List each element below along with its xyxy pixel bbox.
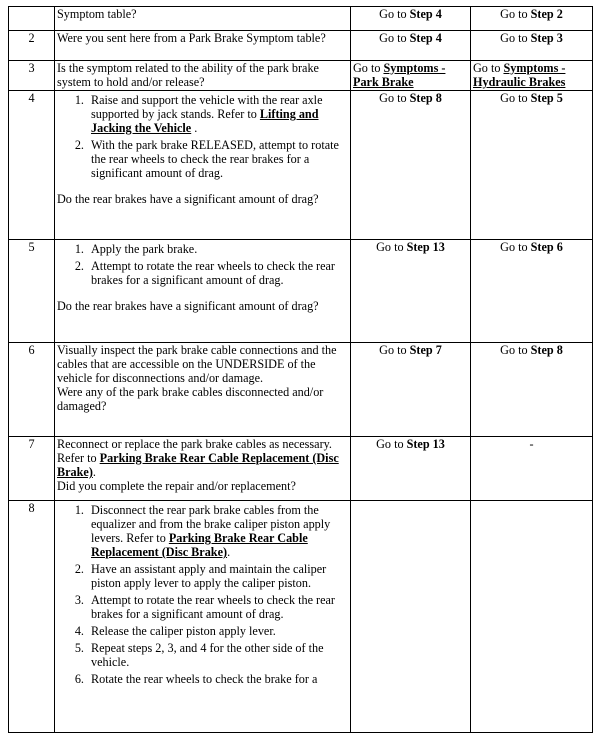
- list-item-text: Apply the park brake.: [91, 242, 198, 256]
- step-number: 2: [9, 31, 55, 61]
- action-text: Were you sent here from a Park Brake Symptom table?: [57, 31, 326, 45]
- step-action: [55, 61, 351, 91]
- no-prefix: Go to: [500, 91, 531, 105]
- step-question: Do the rear brakes have a significant amount of drag?: [57, 299, 319, 313]
- yes-prefix: Go to: [376, 437, 407, 451]
- table-row: [9, 61, 593, 91]
- list-item: [87, 672, 348, 686]
- list-item: [87, 242, 348, 256]
- yes-prefix: Go to: [376, 240, 407, 254]
- list-item-text: Repeat steps 2, 3, and 4 for the other side of the vehicle.: [91, 641, 324, 669]
- yes-step-link[interactable]: Step 13: [406, 437, 445, 451]
- step-action: [55, 437, 351, 501]
- list-item: [87, 641, 348, 669]
- table-row: [9, 343, 593, 437]
- no-step-link[interactable]: Step 5: [530, 91, 563, 105]
- no-cell: [471, 7, 593, 31]
- yes-cell: [351, 7, 471, 31]
- no-prefix: Go to: [473, 61, 504, 75]
- yes-cell: [351, 61, 471, 91]
- instruction-text: Reconnect or replace the park brake cables as necessary. Refer to: [57, 437, 332, 465]
- instruction-suffix: .: [92, 465, 96, 479]
- no-prefix: Go to: [500, 343, 531, 357]
- no-step-link[interactable]: Step 8: [530, 343, 563, 357]
- step-number: 6: [9, 343, 55, 437]
- step-number: 7: [9, 437, 55, 501]
- list-item: [87, 138, 348, 180]
- list-item-suffix: .: [191, 121, 198, 135]
- step-number: 8: [9, 501, 55, 733]
- step-question: Were any of the park brake cables disconnected and/or damaged?: [57, 385, 324, 413]
- parking-brake-cable-replacement-link[interactable]: Parking Brake Rear Cable Replacement (Disc Brake): [57, 451, 339, 479]
- table-row: [9, 7, 593, 31]
- no-cell: [471, 91, 593, 240]
- yes-step-link[interactable]: Step 8: [409, 91, 442, 105]
- yes-cell: [351, 343, 471, 437]
- action-text: Is the symptom related to the ability of the park brake system to hold and/or release?: [57, 61, 319, 89]
- list-item: [87, 593, 348, 621]
- lifting-jacking-link[interactable]: Lifting and Jacking the Vehicle: [91, 107, 319, 135]
- list-item: [87, 93, 348, 135]
- step-action: [55, 240, 351, 343]
- diagnostic-table: [8, 6, 593, 733]
- list-item-suffix: .: [227, 545, 231, 559]
- step-number: [9, 7, 55, 31]
- list-item: [87, 562, 348, 590]
- no-cell: -: [471, 437, 593, 501]
- yes-prefix: Go to: [379, 7, 410, 21]
- list-item: [87, 503, 348, 559]
- procedure-list: [57, 503, 348, 686]
- action-text: Symptom table?: [57, 7, 137, 21]
- yes-cell: [351, 31, 471, 61]
- list-item-text: Disconnect the rear park brake cables from the equalizer and from the brake caliper piston apply levers. Refer to: [91, 503, 331, 545]
- list-item-text: Attempt to rotate the rear wheels to check the rear brakes for a significant amount of drag.: [91, 259, 335, 287]
- procedure-list: [57, 93, 348, 180]
- step-action: [55, 31, 351, 61]
- no-prefix: Go to: [500, 31, 531, 45]
- step-action: [55, 91, 351, 240]
- list-item: [87, 259, 348, 287]
- table-row: [9, 240, 593, 343]
- no-cell: [471, 61, 593, 91]
- step-action: [55, 343, 351, 437]
- list-item-text: Have an assistant apply and maintain the caliper piston apply lever to apply the caliper piston.: [91, 562, 327, 590]
- no-step-link[interactable]: Step 2: [530, 7, 563, 21]
- no-prefix: Go to: [500, 240, 531, 254]
- table-row: [9, 91, 593, 240]
- no-cell: [471, 240, 593, 343]
- step-number: 4: [9, 91, 55, 240]
- yes-prefix: Go to: [379, 31, 410, 45]
- yes-cell: [351, 437, 471, 501]
- yes-step-link[interactable]: Step 4: [409, 7, 442, 21]
- yes-cell: [351, 91, 471, 240]
- list-item-text: Release the caliper piston apply lever.: [91, 624, 276, 638]
- symptoms-park-brake-link[interactable]: Symptoms - Park Brake: [353, 61, 446, 89]
- step-number: 3: [9, 61, 55, 91]
- list-item-text: Raise and support the vehicle with the rear axle supported by jack stands. Refer to: [91, 93, 323, 121]
- step-instruction: Visually inspect the park brake cable connections and the cables that are accessible on the UNDERSIDE of the vehicle for disconnections and/or damage.: [57, 343, 337, 385]
- yes-cell: [351, 501, 471, 733]
- list-item-text: With the park brake RELEASED, attempt to rotate the rear wheels to check the rear brakes for a significant amount of drag.: [91, 138, 339, 180]
- yes-step-link[interactable]: Step 4: [409, 31, 442, 45]
- procedure-list: [57, 242, 348, 287]
- step-question: Did you complete the repair and/or replacement?: [57, 479, 296, 493]
- step-question: Do the rear brakes have a significant amount of drag?: [57, 192, 319, 206]
- no-cell: [471, 501, 593, 733]
- no-prefix: Go to: [500, 7, 531, 21]
- yes-prefix: Go to: [379, 91, 410, 105]
- list-item-text: Attempt to rotate the rear wheels to check the rear brakes for a significant amount of drag.: [91, 593, 335, 621]
- no-step-link[interactable]: Step 6: [530, 240, 563, 254]
- list-item-text: Rotate the rear wheels to check the brake for a: [91, 672, 318, 686]
- yes-cell: [351, 240, 471, 343]
- step-instruction: [57, 437, 348, 479]
- step-action: [55, 7, 351, 31]
- no-cell: [471, 343, 593, 437]
- step-number: 5: [9, 240, 55, 343]
- step-action: [55, 501, 351, 733]
- yes-step-link[interactable]: Step 13: [406, 240, 445, 254]
- yes-prefix: Go to: [353, 61, 384, 75]
- table-row: [9, 31, 593, 61]
- no-cell: [471, 31, 593, 61]
- yes-step-link[interactable]: Step 7: [409, 343, 442, 357]
- no-step-link[interactable]: Step 3: [530, 31, 563, 45]
- table-row: [9, 437, 593, 501]
- list-item: [87, 624, 348, 638]
- table-row: [9, 501, 593, 733]
- parking-brake-cable-replacement-link[interactable]: Parking Brake Rear Cable Replacement (Disc Brake): [91, 531, 308, 559]
- symptoms-hydraulic-brakes-link[interactable]: Symptoms - Hydraulic Brakes: [473, 61, 566, 89]
- yes-prefix: Go to: [379, 343, 410, 357]
